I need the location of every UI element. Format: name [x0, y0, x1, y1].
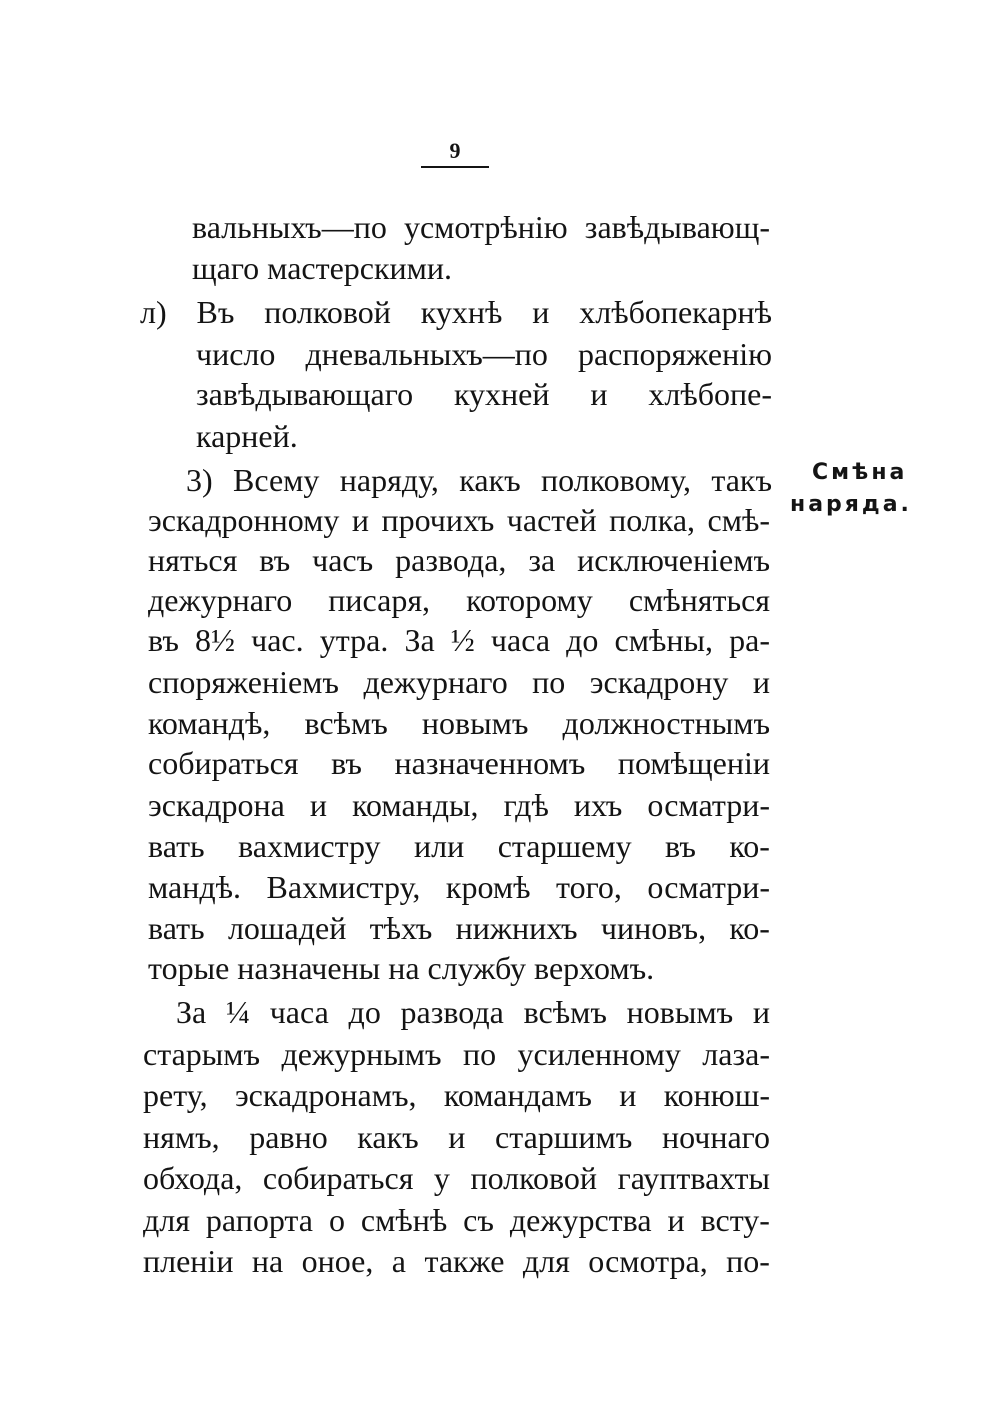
word: полковой [470, 1160, 598, 1196]
text-line [143, 1200, 770, 1240]
word: до [348, 994, 381, 1030]
word: какъ [357, 1119, 419, 1155]
word: о [328, 1202, 345, 1238]
text-line [148, 540, 770, 580]
word: дежурнымъ [281, 1036, 442, 1072]
word: смѣняться [628, 582, 770, 618]
word: дежурнаго [363, 664, 508, 700]
text-line [148, 500, 770, 540]
word: вать [148, 910, 205, 946]
word: дежурнаго [148, 582, 293, 618]
word: пленіи [143, 1243, 234, 1279]
text-line [143, 1158, 770, 1198]
word: За [404, 622, 435, 658]
word: собираться [262, 1160, 414, 1196]
word: усиленному [517, 1036, 681, 1072]
word: такъ [711, 462, 772, 498]
text-line [143, 1241, 770, 1281]
word: командѣ, [148, 705, 271, 741]
word: всту- [700, 1202, 770, 1238]
word: и [532, 294, 550, 330]
word: на [251, 1243, 284, 1279]
word: и [667, 1202, 685, 1238]
word: обхода, [143, 1160, 243, 1196]
word: командамъ [443, 1077, 592, 1113]
word: для [143, 1202, 190, 1238]
text-line [148, 826, 770, 866]
word: полка, [609, 502, 696, 538]
word: кухнѣ [420, 294, 503, 330]
word: всѣмъ [304, 705, 388, 741]
word: для [522, 1243, 570, 1279]
word: вать [148, 828, 205, 864]
word: смѣнѣ [360, 1202, 448, 1238]
word: гауптвахты [617, 1160, 770, 1196]
margin-note-line: наряда. [790, 492, 912, 517]
word: Въ [196, 294, 235, 330]
word: вальныхъ—по [192, 209, 387, 245]
word: и [351, 502, 369, 538]
text-line [148, 785, 770, 825]
word: хлѣбопекарнѣ [579, 294, 772, 330]
word: дневальныхъ—по [305, 336, 548, 372]
word: у [433, 1160, 450, 1196]
word: которому [466, 582, 593, 618]
word: мандѣ. [148, 869, 242, 905]
word: осматри- [647, 869, 770, 905]
word: осматри- [647, 787, 770, 823]
word: развода [400, 994, 504, 1030]
word: въ [665, 828, 696, 864]
text-line [148, 703, 770, 743]
word: и [752, 994, 770, 1030]
word: въ [259, 542, 291, 578]
word: эскадронному [148, 502, 340, 538]
word: смѣны, [614, 622, 713, 658]
word: исключеніемъ [577, 542, 770, 578]
word: или [414, 828, 465, 864]
word: по- [726, 1243, 770, 1279]
word: ра- [729, 622, 770, 658]
word: съ [463, 1202, 494, 1238]
word: няться [148, 542, 238, 578]
word: Вахмистру, [266, 869, 421, 905]
word: рапорта [205, 1202, 313, 1238]
word: команды, [352, 787, 479, 823]
word: рету, [143, 1077, 208, 1113]
text-line [176, 992, 770, 1032]
word: оное, [301, 1243, 374, 1279]
text-line: торые назначены на службу верхомъ. [148, 950, 655, 986]
word: ихъ [573, 787, 623, 823]
word: въ [331, 745, 362, 781]
word: эскадрона [148, 787, 285, 823]
word: эскадрону [589, 664, 729, 700]
word: развода, [395, 542, 507, 578]
word: кромѣ [445, 869, 531, 905]
word: 8½ [194, 622, 235, 658]
word: старшимъ [495, 1119, 633, 1155]
text-line [148, 662, 770, 702]
word: ко- [729, 910, 770, 946]
word: ½ [450, 622, 475, 658]
word: л) [140, 294, 167, 330]
word: нижнихъ [455, 910, 578, 946]
word: частей [506, 502, 597, 538]
word: ночнаго [661, 1119, 770, 1155]
word: за [528, 542, 556, 578]
word: по [462, 1036, 497, 1072]
word: число [196, 336, 276, 372]
text-line [148, 743, 770, 783]
text-line [148, 580, 770, 620]
word: по [532, 664, 566, 700]
word: наряду, [339, 462, 439, 498]
word: дежурства [509, 1202, 652, 1238]
margin-note-line: Смѣна [812, 460, 908, 485]
word: Всему [233, 462, 320, 498]
text-line [143, 1075, 770, 1115]
word: конюш- [663, 1077, 770, 1113]
word: всѣмъ [523, 994, 607, 1030]
word: эскадронамъ, [234, 1077, 417, 1113]
word: усмотрѣнію [403, 209, 568, 245]
word: вахмистру [238, 828, 381, 864]
word: полковому, [541, 462, 691, 498]
word: писаря, [328, 582, 431, 618]
text-line: карней. [196, 418, 298, 454]
word: 3) [186, 462, 213, 498]
word: тѣхъ [369, 910, 433, 946]
word: равно [249, 1119, 328, 1155]
word: осмотра, [588, 1243, 708, 1279]
word: помѣщеніи [617, 745, 770, 781]
word: нямъ, [143, 1119, 220, 1155]
word: споряженіемъ [148, 664, 339, 700]
word: хлѣбопе- [648, 376, 772, 412]
word: завѣдывающаго [196, 376, 414, 412]
word: завѣдывающ- [584, 209, 770, 245]
word: должностнымъ [562, 705, 770, 741]
text-line [196, 334, 772, 374]
word: въ [148, 622, 179, 658]
word: утра. [319, 622, 389, 658]
text-line [148, 867, 770, 907]
word: какъ [459, 462, 521, 498]
word: кухней [453, 376, 550, 412]
word: того, [556, 869, 622, 905]
text-line [140, 292, 772, 332]
word: и [590, 376, 608, 412]
word: гдѣ [503, 787, 549, 823]
word: и [619, 1077, 637, 1113]
word: За [176, 994, 207, 1030]
word: и [448, 1119, 466, 1155]
word: часа [490, 622, 551, 658]
text-line [186, 460, 772, 500]
word: лаза- [702, 1036, 770, 1072]
word: новымъ [421, 705, 529, 741]
word: ко- [729, 828, 770, 864]
word: и [309, 787, 328, 823]
word: распоряженію [577, 336, 772, 372]
text-line [148, 908, 770, 948]
text-line [192, 207, 770, 247]
word: лошадей [227, 910, 347, 946]
word: до [566, 622, 599, 658]
word: новымъ [626, 994, 734, 1030]
word: старымъ [143, 1036, 261, 1072]
word: полковой [264, 294, 391, 330]
word: часъ [312, 542, 374, 578]
word: а [391, 1243, 406, 1279]
word: собираться [148, 745, 299, 781]
text-line [148, 620, 770, 660]
word: ¼ [225, 994, 250, 1030]
page-number-rule [421, 166, 489, 168]
word: часа [269, 994, 329, 1030]
word: и [752, 664, 770, 700]
word: чиновъ, [600, 910, 707, 946]
word: назначенномъ [394, 745, 586, 781]
word: прочихъ [381, 502, 495, 538]
page-number: 9 [449, 138, 461, 163]
word: также [424, 1243, 505, 1279]
word: смѣ- [707, 502, 770, 538]
word: старшему [497, 828, 632, 864]
text-line [143, 1034, 770, 1074]
text-line [143, 1117, 770, 1157]
text-line: щаго мастерскими. [192, 250, 453, 286]
word: час. [251, 622, 304, 658]
text-line [196, 374, 772, 414]
